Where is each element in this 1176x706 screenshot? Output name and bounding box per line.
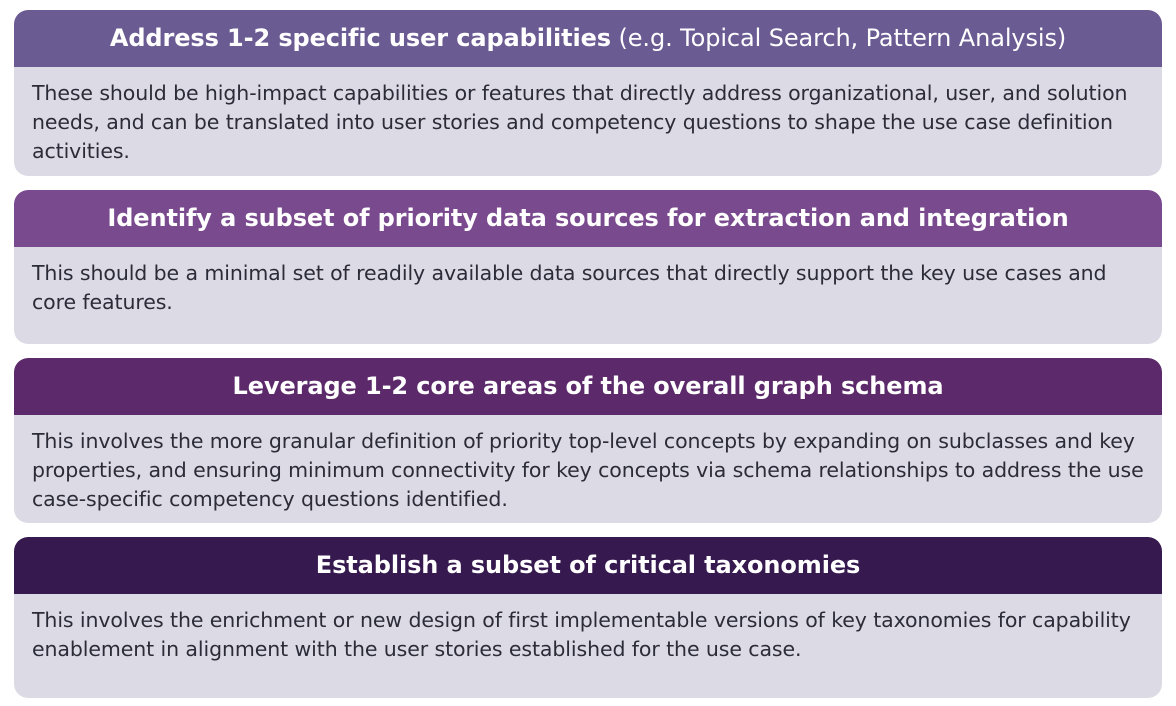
card-critical-taxonomies: [14, 537, 1162, 698]
card-body-2: This should be a minimal set of readily available data sources that directly support the key use cases and core features.: [32, 261, 1107, 315]
card-header-1: [14, 10, 1162, 67]
card-core-graph-schema: [14, 358, 1162, 522]
card-title-2: Identify a subset of priority data sources for extraction and integration: [107, 204, 1069, 233]
card-header-3: [14, 358, 1162, 415]
card-body-4: This involves the enrichment or new design of first implementable versions of key taxonomies for capability enablement in alignment with the user stories established for the use case.: [32, 607, 1131, 661]
card-header-4: [14, 537, 1162, 594]
card-title-4: Establish a subset of critical taxonomies: [315, 550, 861, 579]
card-title-1: Address 1-2 specific user capabilities: [109, 24, 611, 52]
card-title-3: Leverage 1-2 core areas of the overall graph schema: [232, 372, 944, 401]
card-header-2: [14, 190, 1162, 247]
card-priority-data-sources: [14, 190, 1162, 344]
card-body-3: This involves the more granular definition of priority top-level concepts by expanding on subclasses and key properties, and ensuring minimum connectivity for key concepts via schema relationships to address the use case-specific competency questions identified.: [32, 429, 1144, 512]
card-address-user-capabilities: [14, 10, 1162, 176]
card-title-note-1: (e.g. Topical Search, Pattern Analysis): [610, 24, 1067, 52]
card-body-1: These should be high-impact capabilities or features that directly address organizational, user, and solution needs, and can be translated into user stories and competency questions to shape the use case definition activities.: [32, 81, 1128, 164]
